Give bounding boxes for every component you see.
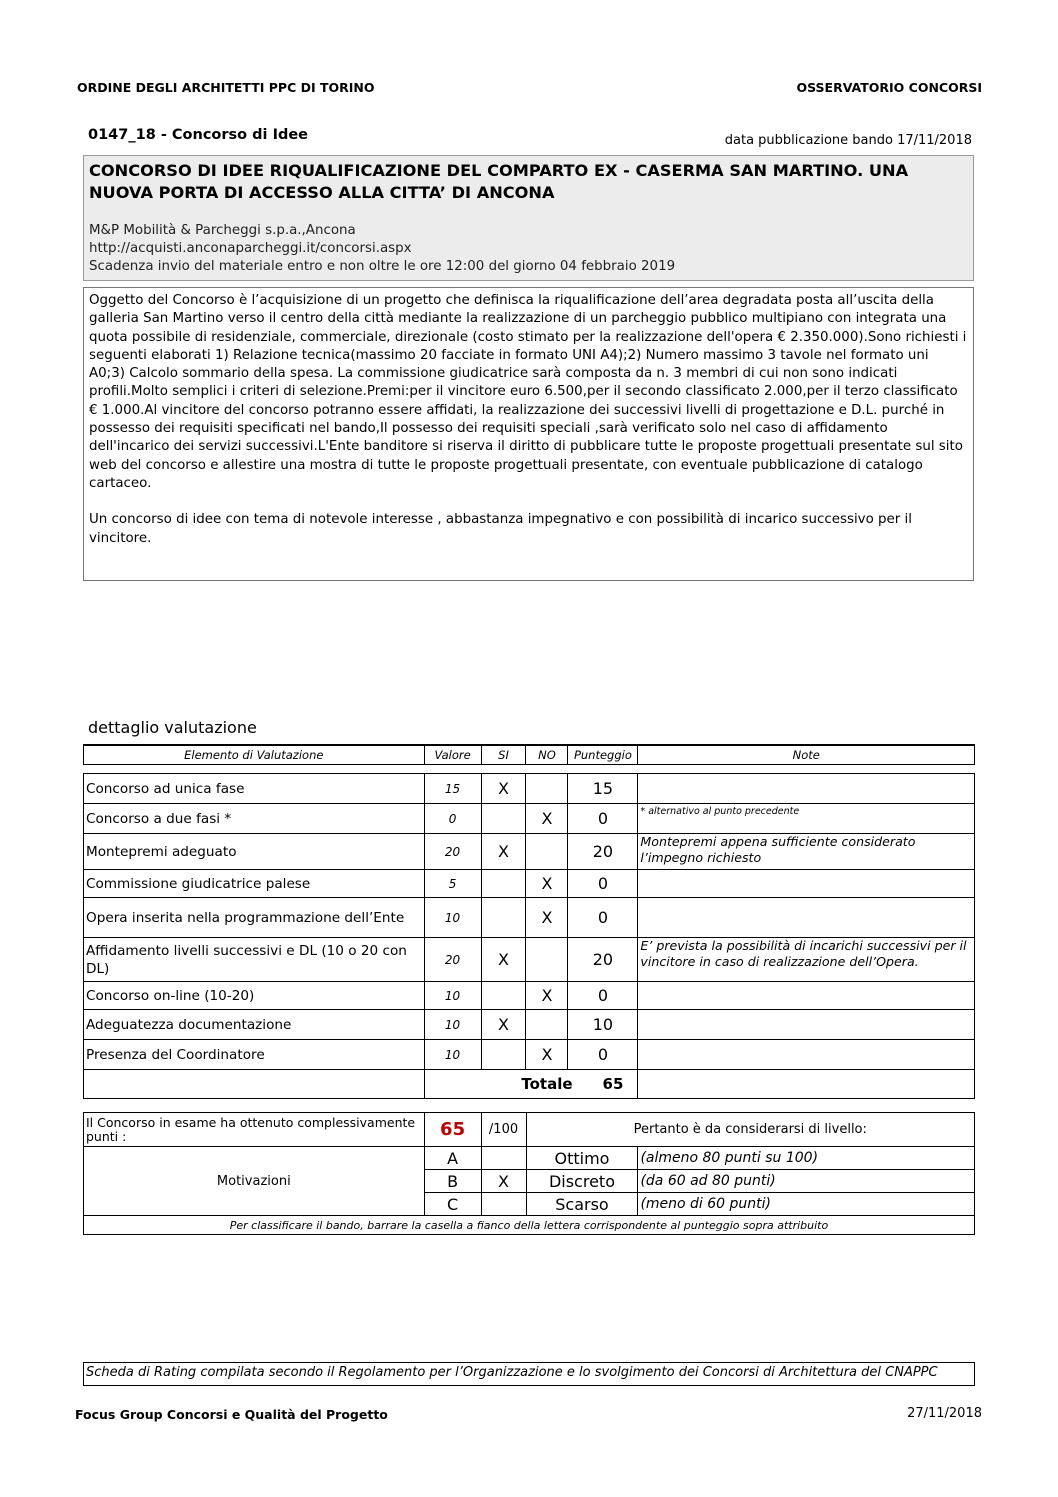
table-row — [84, 804, 975, 834]
level-range: (da 60 ad 80 punti) — [638, 1170, 975, 1193]
evaluation-header-row — [84, 745, 975, 765]
competition-url: http://acquisti.anconaparcheggi.it/concorsi.aspx — [89, 241, 412, 256]
row-label: Presenza del Coordinatore — [84, 1040, 425, 1070]
row-yes-mark: X — [481, 774, 526, 804]
footer-date: 27/11/2018 — [907, 1406, 982, 1421]
rating-out-of: /100 — [481, 1113, 526, 1147]
row-yes-mark — [481, 1040, 526, 1070]
header-observatory: OSSERVATORIO CONCORSI — [796, 80, 982, 95]
column-value: Valore — [424, 745, 481, 765]
competition-title-box — [83, 155, 974, 281]
row-value: 5 — [424, 870, 481, 898]
row-no-mark — [526, 834, 568, 870]
row-score: 0 — [568, 804, 638, 834]
row-yes-mark: X — [481, 938, 526, 982]
row-value: 0 — [424, 804, 481, 834]
column-score: Punteggio — [568, 745, 638, 765]
row-note — [638, 898, 975, 938]
competition-title-line-2: NUOVA PORTA DI ACCESSO ALLA CITTA’ DI ANCONA — [89, 183, 555, 202]
evaluation-section-title: dettaglio valutazione — [88, 718, 257, 737]
row-value: 20 — [424, 834, 481, 870]
row-no-mark: X — [526, 804, 568, 834]
scheda-note: Scheda di Rating compilata secondo il Regolamento per l’Organizzazione e lo svolgimento dei Concorsi di Architettura del CNAPPC — [83, 1362, 975, 1386]
row-label: Adeguatezza documentazione — [84, 1010, 425, 1040]
evaluation-table — [83, 744, 975, 1099]
row-yes-mark — [481, 982, 526, 1010]
competition-title-line-1: CONCORSO DI IDEE RIQUALIFICAZIONE DEL COMPARTO EX - CASERMA SAN MARTINO. UNA — [89, 161, 909, 180]
row-score: 20 — [568, 938, 638, 982]
description-paragraph-2: Un concorso di idee con tema di notevole interesse , abbastanza impegnativo e con possibilità di incarico successivo per il vincitore. — [89, 512, 912, 546]
description-box — [83, 287, 974, 581]
column-yes: SI — [481, 745, 526, 765]
row-note: Montepremi appena sufficiente considerato l’impegno richiesto — [638, 834, 975, 870]
rating-footnote-row — [84, 1216, 975, 1235]
level-letter: A — [424, 1147, 481, 1170]
row-label: Montepremi adeguato — [84, 834, 425, 870]
row-score: 0 — [568, 1040, 638, 1070]
row-no-mark: X — [526, 1040, 568, 1070]
row-value: 10 — [424, 1010, 481, 1040]
submission-deadline: Scadenza invio del materiale entro e non oltre le ore 12:00 del giorno 04 febbraio 2019 — [89, 259, 676, 274]
row-note — [638, 774, 975, 804]
row-label: Concorso on-line (10-20) — [84, 982, 425, 1010]
rating-table — [83, 1112, 975, 1235]
row-score: 0 — [568, 870, 638, 898]
row-note: * alternativo al punto precedente — [638, 804, 975, 834]
table-row — [84, 898, 975, 938]
level-mark: X — [481, 1170, 526, 1193]
row-score: 0 — [568, 898, 638, 938]
row-no-mark — [526, 1010, 568, 1040]
header-organization: ORDINE DEGLI ARCHITETTI PPC DI TORINO — [77, 80, 375, 95]
row-note — [638, 1040, 975, 1070]
row-note — [638, 1010, 975, 1040]
organizer: M&P Mobilità & Parcheggi s.p.a.,Ancona — [89, 223, 356, 238]
table-row — [84, 1010, 975, 1040]
total-label: Totale — [521, 1075, 573, 1093]
row-label: Affidamento livelli successivi e DL (10 o 20 con DL) — [84, 938, 425, 982]
level-range: (almeno 80 punti su 100) — [638, 1147, 975, 1170]
total-value: 65 — [602, 1075, 624, 1093]
column-notes: Note — [638, 745, 975, 765]
row-note — [638, 870, 975, 898]
footer-focus-group: Focus Group Concorsi e Qualità del Progetto — [75, 1407, 388, 1422]
obtained-label: Il Concorso in esame ha ottenuto complessivamente punti : — [84, 1113, 425, 1147]
level-mark — [481, 1147, 526, 1170]
column-no: NO — [526, 745, 568, 765]
row-yes-mark: X — [481, 834, 526, 870]
level-name: Scarso — [526, 1193, 638, 1216]
motivations-label: Motivazioni — [84, 1147, 425, 1216]
level-range: (meno di 60 punti) — [638, 1193, 975, 1216]
level-name: Ottimo — [526, 1147, 638, 1170]
level-label: Pertanto è da considerarsi di livello: — [526, 1113, 974, 1147]
table-row — [84, 834, 975, 870]
rating-score-row — [84, 1113, 975, 1147]
row-value: 20 — [424, 938, 481, 982]
rating-footnote: Per classificare il bando, barrare la casella a fianco della lettera corrispondente al punteggio sopra attribuito — [84, 1216, 975, 1235]
row-no-mark — [526, 774, 568, 804]
table-row — [84, 870, 975, 898]
table-row — [84, 1040, 975, 1070]
row-yes-mark — [481, 870, 526, 898]
row-value: 15 — [424, 774, 481, 804]
row-note — [638, 982, 975, 1010]
row-value: 10 — [424, 1040, 481, 1070]
table-row — [84, 938, 975, 982]
row-label: Concorso a due fasi * — [84, 804, 425, 834]
publication-date: data pubblicazione bando 17/11/2018 — [724, 133, 972, 148]
level-letter: C — [424, 1193, 481, 1216]
total-row — [84, 1070, 975, 1099]
row-label: Commissione giudicatrice palese — [84, 870, 425, 898]
row-score: 15 — [568, 774, 638, 804]
row-no-mark: X — [526, 870, 568, 898]
row-score: 20 — [568, 834, 638, 870]
row-yes-mark — [481, 898, 526, 938]
rating-score: 65 — [424, 1113, 481, 1147]
row-label: Opera inserita nella programmazione dell’Ente — [84, 898, 425, 938]
row-value: 10 — [424, 898, 481, 938]
row-no-mark: X — [526, 982, 568, 1010]
table-row — [84, 982, 975, 1010]
row-value: 10 — [424, 982, 481, 1010]
row-score: 10 — [568, 1010, 638, 1040]
row-note: E’ prevista la possibilità di incarichi successivi per il vincitore in caso di realizzazione dell’Opera. — [638, 938, 975, 982]
description-paragraph-1: Oggetto del Concorso è l’acquisizione di un progetto che definisca la riqualificazione dell’area degradata posta all’uscita della galleria San Martino verso il centro della città mediante la realizzazione di un parcheggio pubblico multipiano con integrata una quota possibile di residenziale, commerciale, direzionale (costo stimato per la realizzazione dell'opera € 2.350.000).Sono richiesti i seguenti elaborati 1) Relazione tecnica(massimo 20 facciate in formato UNI A4);2) Numero massimo 3 tavole nel formato uni A0;3) Calcolo sommario della spesa. La commissione giudicatrice sarà composta da n. 3 membri di cui non sono indicati profili.Molto semplici i criteri di selezione.Premi:per il vincitore euro 6.500,per il secondo classificato 2.000,per il terzo classificato € 1.000.Al vincitore del concorso potranno essere affidati, la realizzazione dei successivi livelli di progettazione e D.L. purché in possesso dei requisiti specificati nel bando,Il possesso dei requisiti speciali ,sarà verificato solo nel caso di affidamento dell'incarico dei servizi successivi.L'Ente banditore si riserva il diritto di pubblicare tutte le proposte progettuali presentate sul sito web del concorso e allestire una mostra di tutte le proposte progettuali presentate, con eventuale pubblicazione di catalogo cartaceo. — [89, 293, 967, 491]
level-mark — [481, 1193, 526, 1216]
row-no-mark: X — [526, 898, 568, 938]
row-yes-mark — [481, 804, 526, 834]
row-yes-mark: X — [481, 1010, 526, 1040]
level-row-a — [84, 1147, 975, 1170]
row-label: Concorso ad unica fase — [84, 774, 425, 804]
level-name: Discreto — [526, 1170, 638, 1193]
competition-code: 0147_18 - Concorso di Idee — [88, 127, 309, 143]
row-score: 0 — [568, 982, 638, 1010]
level-letter: B — [424, 1170, 481, 1193]
table-row — [84, 774, 975, 804]
row-no-mark — [526, 938, 568, 982]
column-element: Elemento di Valutazione — [84, 745, 425, 765]
